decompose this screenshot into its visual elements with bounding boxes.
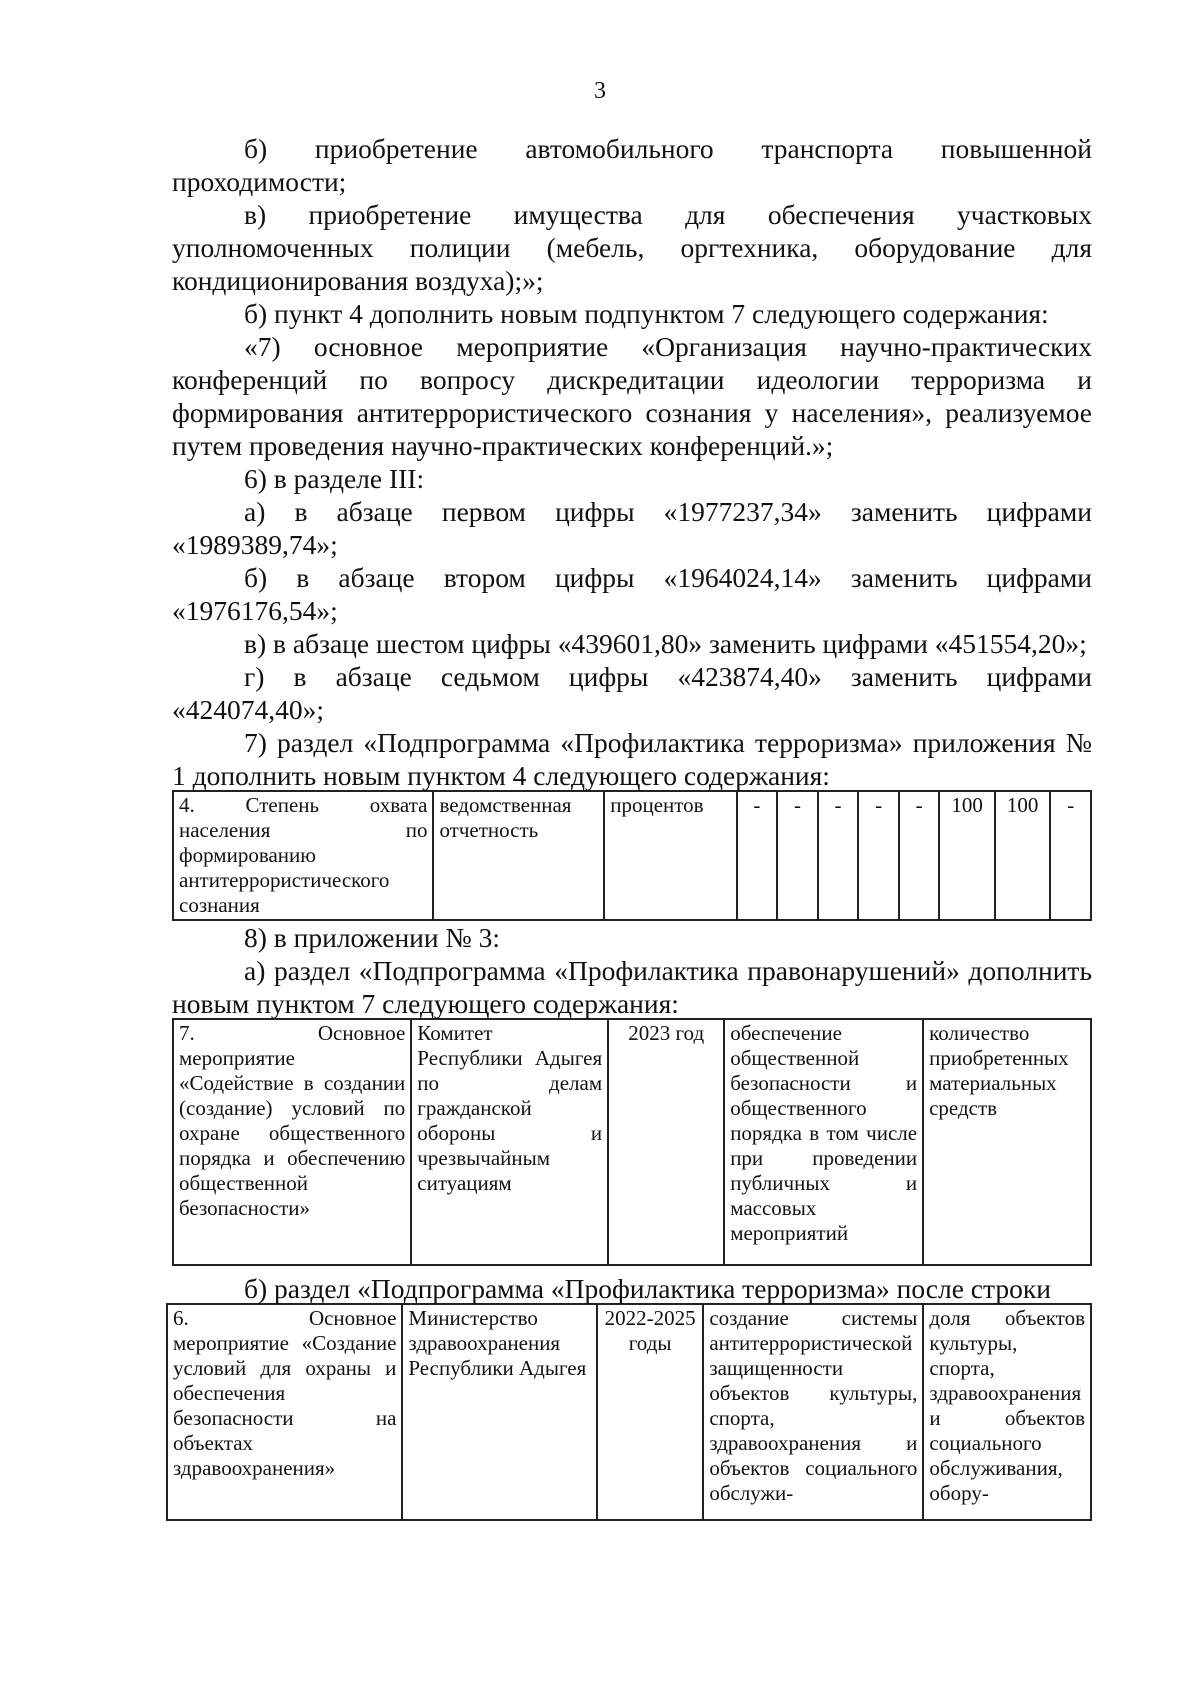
paragraph: б) приобретение автомобильного транспорта повышенной проходимости; [172,133,1092,197]
source-cell: ведомственная отчетность [433,791,604,920]
paragraph: 8) в приложении № 3: [244,922,500,953]
paragraph: «7) основное мероприятие «Организация научно-практических конференций по вопросу дискредитации идеологии терроризма и формирования антитеррористического сознания у населения», реализуемое путем проведения научно-практических конференций.»; [172,331,1092,461]
indicator-name-cell: 4. Степень охвата населения по формированию антитеррористического сознания [173,791,433,920]
executor-cell: Комитет Республики Адыгея по делам гражданской обороны и чрезвычайным ситуациям [411,1019,608,1265]
paragraph: г) в абзаце седьмом цифры «423874,40» заменить цифрами «424074,40»; [172,661,1092,725]
indicator-cell: количество приобретенных материальных средств [923,1019,1091,1265]
paragraph: а) раздел «Подпрограмма «Профилактика правонарушений» дополнить новым пунктом 7 следующего содержания: [172,955,1092,1019]
value-cell: 100 [939,791,995,920]
result-cell: обеспечение общественной безопасности и общественного порядка в том числе при проведении публичных и массовых мероприятий [724,1019,923,1265]
indicator-cell: доля объектов культуры, спорта, здравоохранения и объектов социального обслуживания, обору- [923,1304,1091,1520]
paragraph: б) в абзаце втором цифры «1964024,14» заменить цифрами «1976176,54»; [172,562,1092,626]
paragraph: 7) раздел «Подпрограмма «Профилактика терроризма» приложения № 1 дополнить новым пунктом 4 следующего содержания: [172,727,1092,791]
value-cell: - [1050,791,1091,920]
result-cell: создание системы антитеррористической защищенности объектов культуры, спорта, здравоохранения и объектов социального обслужи- [703,1304,923,1520]
document-body [172,132,1092,1521]
paragraph: а) в абзаце первом цифры «1977237,34» заменить цифрами «1989389,74»; [172,496,1092,560]
value-cell: - [858,791,899,920]
unit-cell: процентов [604,791,736,920]
measures-table [166,1303,1092,1521]
table-row [167,1304,1091,1520]
paragraph: б) раздел «Подпрограмма «Профилактика терроризма» после строки [244,1273,1051,1304]
paragraph: б) пункт 4 дополнить новым подпунктом 7 следующего содержания: [244,298,1049,329]
table-row [173,1019,1091,1265]
value-cell: - [737,791,778,920]
measures-table [172,1018,1092,1266]
value-cell: - [777,791,818,920]
value-cell: - [899,791,940,920]
executor-cell: Министерство здравоохранения Республики Адыгея [402,1304,596,1520]
value-cell: 100 [995,791,1051,920]
paragraph: в) приобретение имущества для обеспечения участковых уполномоченных полиции (мебель, оргтехника, оборудование для кондиционирования воздуха);»; [172,199,1092,296]
period-cell: 2023 год [608,1019,724,1265]
paragraph: 6) в разделе III: [244,463,425,494]
page-number: 3 [594,78,606,104]
table-row [173,791,1091,920]
value-cell: - [818,791,859,920]
period-cell: 2022-2025 годы [597,1304,703,1520]
paragraph: в) в абзаце шестом цифры «439601,80» заменить цифрами «451554,20»; [244,628,1087,659]
indicator-table [172,790,1092,921]
measure-cell: 7. Основное мероприятие «Содействие в создании (создание) условий по охране общественного порядка и обеспечению общественной безопасности» [173,1019,411,1265]
measure-cell: 6. Основное мероприятие «Создание условий для охраны и обеспечения безопасности на объектах здравоохранения» [167,1304,402,1520]
